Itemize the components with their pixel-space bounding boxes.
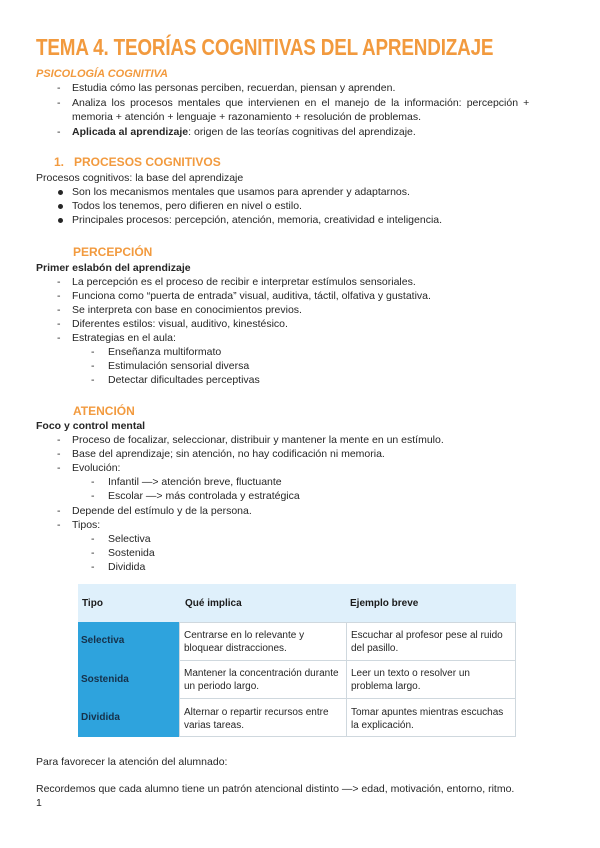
paragraph: Para favorecer la atención del alumnado: xyxy=(36,756,228,768)
dash-marker: - xyxy=(57,434,61,446)
intro-item-text: : origen de las teorías cognitivas del aprendizaje. xyxy=(188,126,416,138)
paragraph: Recordemos que cada alumno tiene un patrón atencional distinto —> edad, motivación, entorno, ritmo. xyxy=(36,783,515,795)
attention-types-table xyxy=(78,584,516,737)
table-divider xyxy=(179,622,516,623)
table-divider xyxy=(179,698,516,699)
table-divider xyxy=(515,622,516,737)
sub-list-item: Estimulación sensorial diversa xyxy=(108,360,250,372)
dash-marker: - xyxy=(57,276,61,288)
table-divider xyxy=(346,622,347,737)
bullet-item: Todos los tenemos, pero difieren en nivel o estilo. xyxy=(72,200,302,212)
dash-marker: - xyxy=(91,547,95,559)
dash-marker: - xyxy=(91,374,95,386)
sub-list-item: Enseñanza multiformato xyxy=(108,346,222,358)
dash-marker: - xyxy=(57,304,61,316)
table-cell: Mantener la concentración durante un periodo largo. xyxy=(184,668,339,692)
table-divider xyxy=(179,622,180,737)
list-item: Base del aprendizaje; sin atención, no hay codificación ni memoria. xyxy=(72,448,385,460)
emphasis-text: Aplicada al aprendizaje xyxy=(72,126,189,138)
intro-item: Analiza los procesos mentales que intervienen en el manejo de la información: percepción + xyxy=(72,97,530,109)
intro-item-continued: memoria + atención + lenguaje + razonamiento + resolución de problemas. xyxy=(72,111,422,123)
list-item: La percepción es el proceso de recibir e interpretar estímulos sensoriales. xyxy=(72,276,416,288)
list-item: Funciona como “puerta de entrada” visual, auditiva, táctil, olfativa y gustativa. xyxy=(72,290,431,302)
dash-marker: - xyxy=(57,97,61,109)
dash-marker: - xyxy=(91,490,95,502)
sub-list-item: Dividida xyxy=(108,561,146,573)
bullet-dot xyxy=(58,204,63,209)
table-divider xyxy=(179,736,516,737)
dash-marker: - xyxy=(57,332,61,344)
dash-marker: - xyxy=(57,290,61,302)
page-title: TEMA 4. TEORÍAS COGNITIVAS DEL APRENDIZAJE xyxy=(36,34,494,60)
dash-marker: - xyxy=(91,476,95,488)
dash-marker: - xyxy=(57,505,61,517)
dash-marker: - xyxy=(57,82,61,94)
table-cell: Leer un texto o resolver un problema largo. xyxy=(351,668,470,692)
dash-marker: - xyxy=(57,318,61,330)
intro-item: Estudia cómo las personas perciben, recuerdan, piensan y aprenden. xyxy=(72,82,396,94)
bullet-item: Son los mecanismos mentales que usamos para aprender y adaptarnos. xyxy=(72,186,410,198)
table-cell: Tomar apuntes mientras escuchas la explicación. xyxy=(351,707,504,731)
dash-marker: - xyxy=(91,561,95,573)
dash-marker: - xyxy=(57,519,61,531)
sub-list-item: Infantil —> atención breve, fluctuante xyxy=(108,476,282,488)
table-header-row xyxy=(78,584,516,622)
subsection-lead: Primer eslabón del aprendizaje xyxy=(36,262,191,274)
section-lead: Procesos cognitivos: la base del aprendizaje xyxy=(36,172,244,184)
sub-list-item: Escolar —> más controlada y estratégica xyxy=(108,490,300,502)
dash-marker: - xyxy=(57,126,61,138)
section-heading: 1. PROCESOS COGNITIVOS xyxy=(54,155,221,169)
subsection-lead: Foco y control mental xyxy=(36,420,146,432)
bullet-item: Principales procesos: percepción, atención, memoria, creatividad e inteligencia. xyxy=(72,214,443,226)
bullet-dot xyxy=(58,218,63,223)
dash-marker: - xyxy=(57,462,61,474)
subsection-heading: ATENCIÓN xyxy=(73,404,135,418)
table-header-cell: Ejemplo breve xyxy=(350,598,419,609)
list-item: Se interpreta con base en conocimientos previos. xyxy=(72,304,302,316)
sub-list-item: Detectar dificultades perceptivas xyxy=(108,374,260,386)
dash-marker: - xyxy=(91,533,95,545)
table-cell: Centrarse en lo relevante y bloquear distracciones. xyxy=(184,630,305,654)
table-divider xyxy=(179,660,516,661)
dash-marker: - xyxy=(91,346,95,358)
table-row-label: Selectiva xyxy=(81,635,125,646)
list-item: Diferentes estilos: visual, auditivo, kinestésico. xyxy=(72,318,288,330)
table-header-cell: Tipo xyxy=(82,598,103,609)
table-header-cell: Qué implica xyxy=(185,598,242,609)
list-item: Evolución: xyxy=(72,462,121,474)
table-cell: Alternar o repartir recursos entre varias tareas. xyxy=(184,707,329,731)
sub-list-item: Selectiva xyxy=(108,533,151,545)
subsection-heading: PERCEPCIÓN xyxy=(73,245,153,259)
bullet-dot xyxy=(58,190,63,195)
table-cell: Escuchar al profesor pese al ruido del pasillo. xyxy=(351,630,503,654)
list-item: Estrategias en el aula: xyxy=(72,332,176,344)
sub-list-item: Sostenida xyxy=(108,547,155,559)
page-number: 1 xyxy=(36,797,42,809)
section-subtitle: PSICOLOGÍA COGNITIVA xyxy=(36,68,169,80)
list-item: Proceso de focalizar, seleccionar, distribuir y mantener la mente en un estímulo. xyxy=(72,434,444,446)
table-row-label: Sostenida xyxy=(81,674,129,685)
list-item: Tipos: xyxy=(72,519,101,531)
table-row-label: Dividida xyxy=(81,712,120,723)
dash-marker: - xyxy=(91,360,95,372)
list-item: Depende del estímulo y de la persona. xyxy=(72,505,252,517)
dash-marker: - xyxy=(57,448,61,460)
intro-item xyxy=(72,125,416,139)
